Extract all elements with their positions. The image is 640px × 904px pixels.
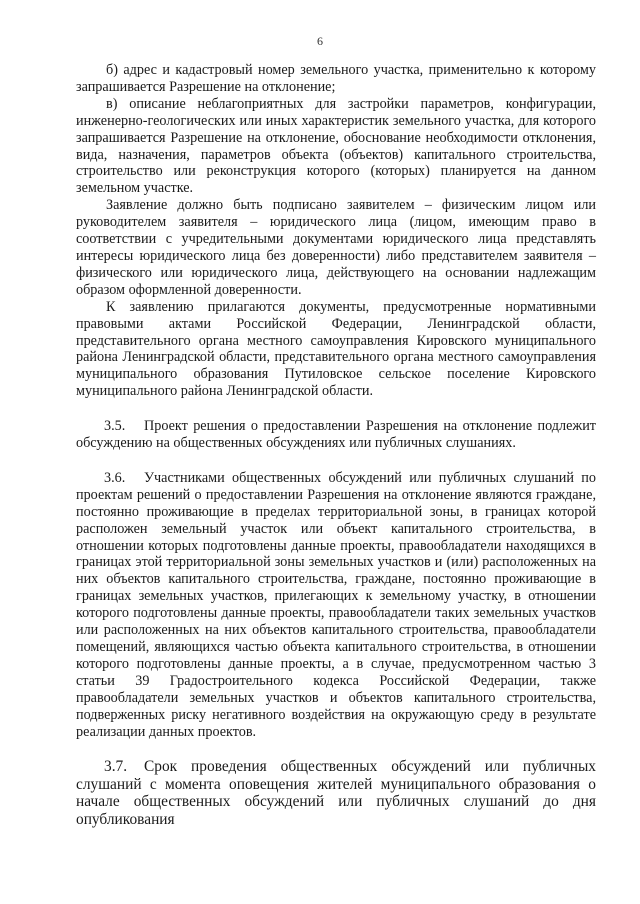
paragraph-signature: Заявление должно быть подписано заявителем – физическим лицом или руководителем заявителя – юридического лица (лицом, имеющим право в соответствии с учредительными документами юридического лица представлять интересы юридического лица без доверенности) либо представителем заявителя – физического или юридического лица, действующего на основании надлежащим образом оформленной доверенности.	[76, 197, 596, 298]
clause-number: 3.7.	[104, 758, 128, 776]
clause-text: Проект решения о предоставлении Разрешения на отклонение подлежит обсуждению на общественных обсуждениях или публичных слушаниях.	[76, 418, 596, 452]
document-body	[76, 62, 596, 828]
clause-text: Участниками общественных обсуждений или публичных слушаний по проектам решений о предоставлении Разрешения на отклонение являются граждане, постоянно проживающие в пределах территориальной зоны, в границах которой расположен земельный участок или объект капитального строительства, в отношении которых подготовлены данные проекты, правообладатели находящихся в границах этой территориальной зоны земельных участков и (или) расположенных на них объектов капитального строительства, граждане, постоянно проживающие в границах земельных участков, прилегающих к земельному участку, в отношении которого подготовлены данные проекты, правообладатели таких земельных участков или расположенных на них объектов капитального строительства, правообладатели помещений, являющихся частью объекта капитального строительства, в отношении которого подготовлены данные проекты, а в случае, предусмотренном частью 3 статьи 39 Градостроительного кодекса Российской Федерации, также правообладатели земельных участков и объектов капитального строительства, подверженных риску негативного воздействия на окружающую среду в результате реализации данных проектов.	[76, 469, 596, 740]
paragraph-attachments: К заявлению прилагаются документы, предусмотренные нормативными правовыми актами Российской Федерации, Ленинградской области, представительного органа местного самоуправления Кировского муниципального района Ленинградской области, представительного органа местного самоуправления муниципального образования Путиловское сельское поселение Кировского муниципального района Ленинградской области.	[76, 298, 596, 400]
paragraph-v: в) описание неблагоприятных для застройки параметров, конфигурации, инженерно-геологических или иных характеристик земельного участка, для которого запрашивается Разрешение на отклонение, обоснование необходимости отклонения, вида, назначения, параметров объекта (объектов) капитального строительства, строительство или реконструкция которого (которых) планируется на данном земельном участке.	[76, 95, 596, 197]
clause-3-6	[76, 470, 596, 741]
clause-number: 3.6.	[104, 469, 126, 486]
clause-3-7	[76, 758, 596, 828]
clause-number: 3.5.	[104, 418, 126, 435]
clause-text: Срок проведения общественных обсуждений или публичных слушаний с момента оповещения жителей муниципального образования о начале общественных обсуждений или публичных слушаний до дня опубликования	[76, 758, 596, 828]
clause-3-5	[76, 418, 596, 452]
paragraph-b: б) адрес и кадастровый номер земельного участка, применительно к которому запрашивается Разрешение на отклонение;	[76, 62, 596, 95]
page-number: 6	[317, 34, 323, 48]
